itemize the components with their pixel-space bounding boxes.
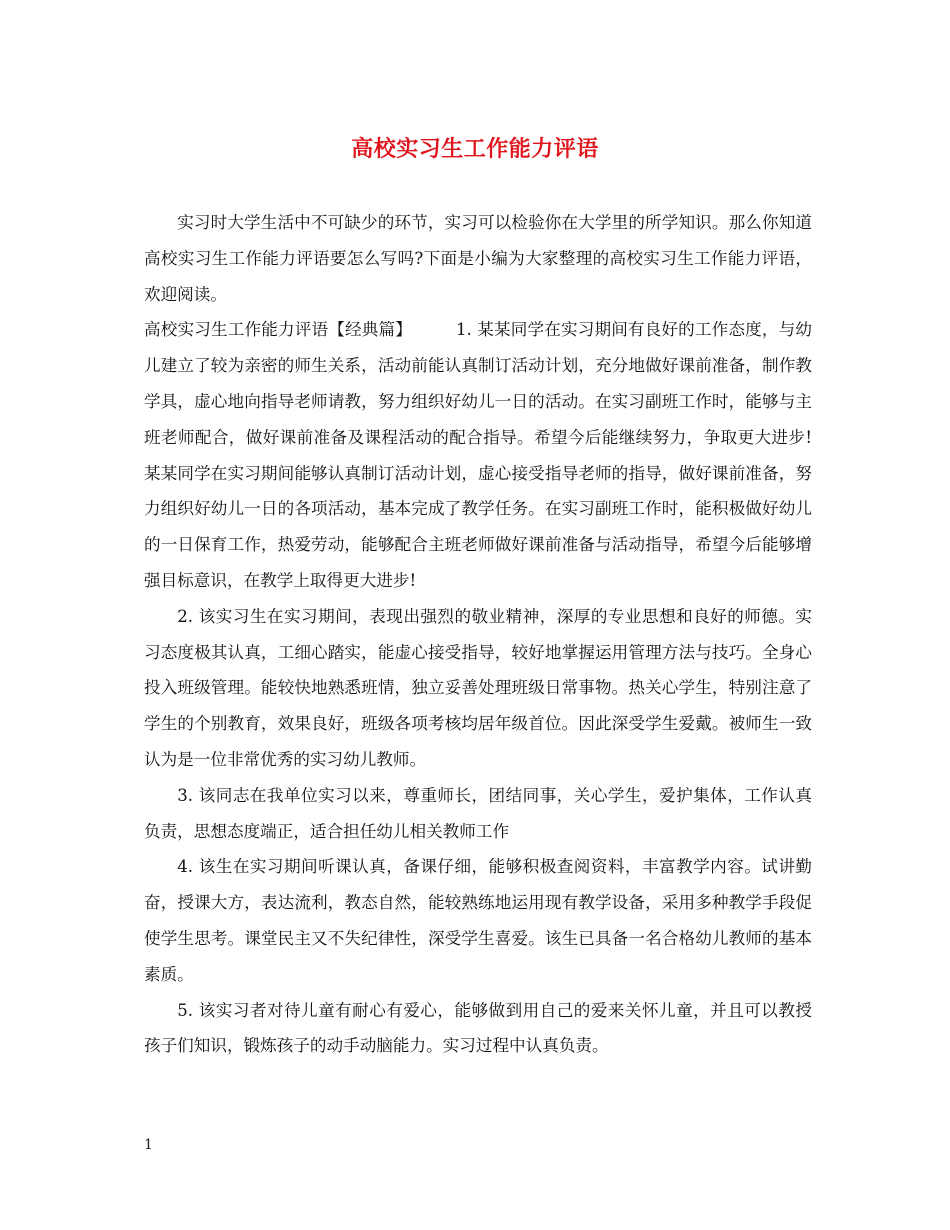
document-body bbox=[144, 205, 812, 1064]
paragraph-1-text: 1. 某某同学在实习期间有良好的工作态度，与幼儿建立了较为亲密的师生关系，活动前能认真制订活动计划，充分地做好课前准备，制作教学具，虚心地向指导老师请教，努力组织好幼儿一日的活动。在实习副班工作时，能够与主班老师配合，做好课前准备及课程活动的配合指导。希望今后能继续努力，争取更大进步! 某某同学在实习期间能够认真制订活动计划，虚心接受指导老师的指导，做好课前准备，努力组织好幼儿一日的各项活动，基本完成了教学任务。在实习副班工作时，能积极做好幼儿的一日保育工作，热爱劳动，能够配合主班老师做好课前准备与活动指导，希望今后能够增强目标意识，在教学上取得更大进步! bbox=[144, 320, 812, 590]
document-title: 高校实习生工作能力评语 bbox=[351, 136, 599, 162]
paragraph-3: 3. 该同志在我单位实习以来，尊重师长，团结同事，关心学生，爱护集体，工作认真负责，思想态度端正，适合担任幼儿相关教师工作 bbox=[144, 785, 812, 841]
section-heading: 高校实习生工作能力评语【经典篇】 bbox=[144, 320, 412, 340]
page-number: 1 bbox=[144, 1137, 153, 1153]
section-paragraph-1 bbox=[144, 312, 812, 598]
paragraph-5: 5. 该实习者对待儿童有耐心有爱心，能够做到用自己的爱来关怀儿童，并且可以教授孩子们知识，锻炼孩子的动手动脑能力。实习过程中认真负责。 bbox=[144, 1000, 812, 1056]
paragraph-4: 4. 该生在实习期间听课认真，备课仔细，能够积极查阅资料，丰富教学内容。试讲勤奋，授课大方，表达流利，教态自然，能较熟练地运用现有教学设备，采用多种教学手段促使学生思考。课堂民主又不失纪律性，深受学生喜爱。该生已具备一名合格幼儿教师的基本素质。 bbox=[144, 857, 812, 984]
paragraph-2: 2. 该实习生在实习期间，表现出强烈的敬业精神，深厚的专业思想和良好的师德。实习态度极其认真，工细心踏实，能虚心接受指导，较好地掌握运用管理方法与技巧。全身心投入班级管理。能较快地熟悉班情，独立妥善处理班级日常事物。热关心学生，特别注意了学生的个别教育，效果良好，班级各项考核均居年级首位。因此深受学生爱戴。被师生一致认为是一位非常优秀的实习幼儿教师。 bbox=[144, 606, 812, 769]
intro-paragraph: 实习时大学生活中不可缺少的环节，实习可以检验你在大学里的所学知识。那么你知道高校实习生工作能力评语要怎么写吗?下面是小编为大家整理的高校实习生工作能力评语，欢迎阅读。 bbox=[144, 213, 812, 304]
